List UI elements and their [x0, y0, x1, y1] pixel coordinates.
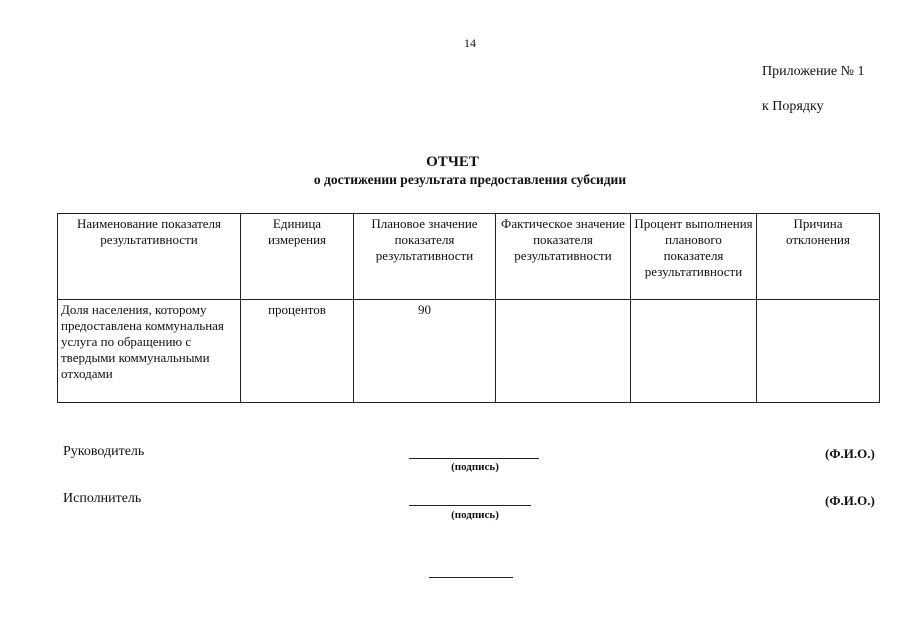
report-subtitle: о достижении результата предоставления субсидии	[313, 172, 627, 187]
fio-executor: (Ф.И.О.)	[825, 493, 875, 508]
cell-completion-percent	[631, 300, 757, 403]
signature-caption-head: (подпись)	[451, 461, 499, 473]
cell-deviation-reason	[757, 300, 880, 403]
cell-actual-value	[496, 300, 631, 403]
column-header-indicator-name: Наименование показателя результативности	[58, 214, 241, 300]
table-row	[58, 300, 880, 403]
report-title: ОТЧЕТ	[426, 154, 479, 170]
signature-role-executor: Исполнитель	[63, 491, 142, 506]
page-number: 14	[464, 36, 476, 50]
signature-line-head	[409, 458, 539, 459]
report-table	[57, 213, 880, 403]
column-header-completion-percent: Процент выполнения планового показателя результативности	[631, 214, 757, 300]
signature-line-executor	[409, 505, 531, 506]
table-header-row	[58, 214, 880, 300]
end-separator-line	[429, 577, 513, 578]
signature-caption-executor: (подпись)	[451, 509, 499, 521]
signature-role-head: Руководитель	[63, 444, 145, 459]
appendix-label: Приложение № 1	[762, 64, 865, 79]
order-label: к Порядку	[762, 99, 824, 114]
column-header-unit: Единица измерения	[241, 214, 354, 300]
cell-indicator-name: Доля населения, которому предоставлена коммунальная услуга по обращению с твердыми коммунальными отходами	[58, 300, 241, 403]
fio-head: (Ф.И.О.)	[825, 446, 875, 461]
column-header-deviation-reason: Причина отклонения	[757, 214, 880, 300]
cell-planned-value: 90	[354, 300, 496, 403]
column-header-actual-value: Фактическое значение показателя результативности	[496, 214, 631, 300]
cell-unit: процентов	[241, 300, 354, 403]
column-header-planned-value: Плановое значение показателя результативности	[354, 214, 496, 300]
